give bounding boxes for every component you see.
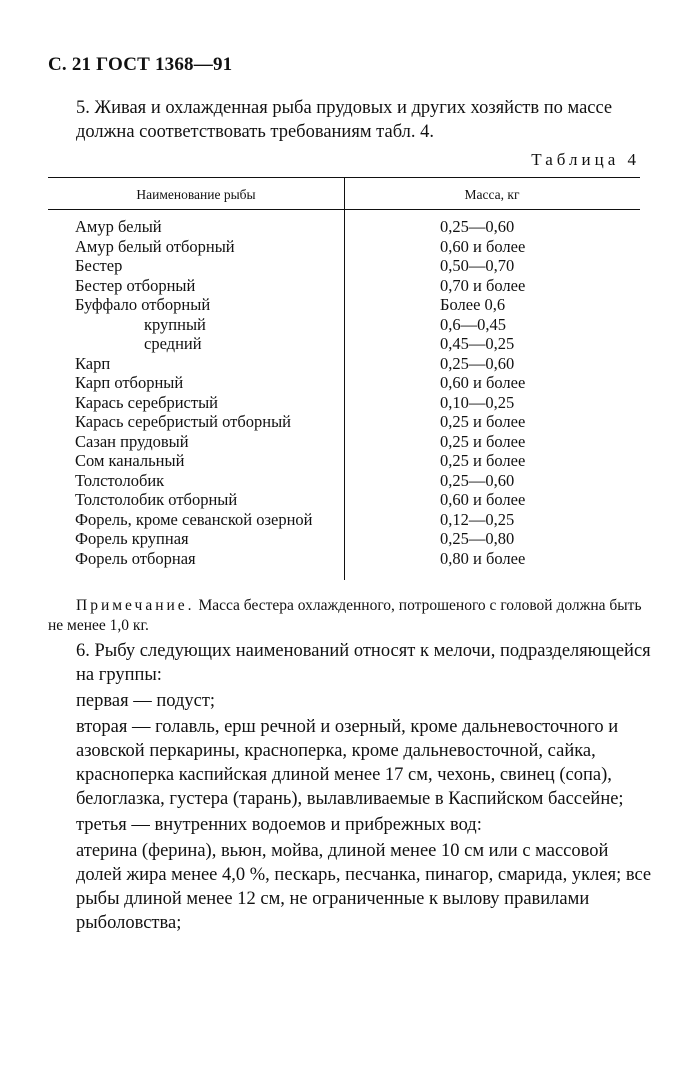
fish-mass: Более 0,6 xyxy=(440,295,506,314)
paragraph-5-text: 5. Живая и охлажденная рыба прудовых и других хозяйств по массе должна соответствовать требованиям табл. 4. xyxy=(76,98,613,142)
fish-name: средний xyxy=(144,334,202,353)
fish-mass: 0,60 и более xyxy=(440,236,526,256)
fish-name: Карп отборный xyxy=(75,373,184,392)
fish-name: Толстолобик отборный xyxy=(75,490,238,509)
fish-name: Карп xyxy=(75,353,111,373)
table-row xyxy=(48,412,640,432)
fish-name: Карась серебристый xyxy=(75,392,219,412)
table-row xyxy=(48,393,640,413)
fish-mass: 0,25—0,60 xyxy=(440,217,515,236)
table-row xyxy=(48,373,640,393)
fish-mass: 0,80 и более xyxy=(440,548,526,568)
fish-mass: 0,50—0,70 xyxy=(440,256,515,275)
fish-name: крупный xyxy=(144,314,206,334)
table-row xyxy=(48,315,640,335)
fish-mass: 0,6—0,45 xyxy=(440,314,506,334)
table-row xyxy=(48,451,640,471)
fish-mass: 0,25—0,80 xyxy=(440,529,515,548)
fish-name: Форель, кроме севанской озерной xyxy=(75,509,313,529)
group-third-list: атерина (ферина), вьюн, мойва, длиной менее 10 см или с массовой долей жира менее 4,0 %, пескарь, песчанка, пинагор, смарида, уклея; все рыбы длиной менее 12 см, не ограниченные к вылову правилами рыболовства; xyxy=(76,841,652,933)
group-third: третья — внутренних водоемов и прибрежных вод: xyxy=(76,815,482,835)
table-body xyxy=(48,217,640,568)
fish-name: Бестер отборный xyxy=(75,275,196,295)
page-header: С. 21 ГОСТ 1368—91 xyxy=(48,54,233,75)
note-text: Масса бестера охлажденного, потрошеного с головой должна быть не менее 1,0 кг. xyxy=(48,597,642,634)
table-row xyxy=(48,354,640,374)
paragraph-6 xyxy=(48,639,652,937)
fish-name: Амур белый xyxy=(75,217,162,236)
fish-mass: 0,10—0,25 xyxy=(440,392,515,412)
fish-mass: 0,12—0,25 xyxy=(440,509,515,529)
group-second: вторая — голавль, ерш речной и озерный, кроме дальневосточного и азовской перкарины, красноперка, кроме дальневосточной, сайка, красноперка каспийская длиной менее 17 см, чехонь, свинец (сопа), белоглазка, густера (тарань), вылавливаемые в Каспийском бассейне; xyxy=(76,717,624,809)
fish-mass: 0,25 и более xyxy=(440,431,526,451)
fish-name: Амур белый отборный xyxy=(75,236,235,256)
fish-name: Сом канальный xyxy=(75,451,185,470)
fish-mass: 0,60 и более xyxy=(440,373,526,392)
table-title: Таблица 4 xyxy=(531,150,640,169)
column-header-mass: Масса, кг xyxy=(464,187,520,202)
table-row xyxy=(48,334,640,354)
paragraph-6-intro: 6. Рыбу следующих наименований относят к мелочи, подразделяющейся на группы: xyxy=(76,641,651,685)
fish-mass: 0,45—0,25 xyxy=(440,334,515,353)
table-row xyxy=(48,549,640,569)
fish-name: Бестер xyxy=(75,256,123,275)
group-first: первая — подуст; xyxy=(76,691,216,711)
fish-name: Толстолобик xyxy=(75,470,165,490)
fish-name: Форель крупная xyxy=(75,529,189,548)
fish-mass-table xyxy=(48,177,640,582)
table-row xyxy=(48,276,640,296)
table-row xyxy=(48,471,640,491)
table-row xyxy=(48,237,640,257)
note-label: Примечание. xyxy=(76,597,195,614)
fish-name: Буффало отборный xyxy=(75,295,211,314)
table-row xyxy=(48,529,640,549)
fish-name: Сазан прудовый xyxy=(75,431,189,451)
table-row xyxy=(48,510,640,530)
fish-mass: 0,25 и более xyxy=(440,412,526,431)
table-row xyxy=(48,432,640,452)
table-note xyxy=(48,596,652,636)
table-row xyxy=(48,217,640,237)
table-row xyxy=(48,295,640,315)
fish-name: Карась серебристый отборный xyxy=(75,412,292,431)
fish-mass: 0,70 и более xyxy=(440,275,526,295)
fish-mass: 0,25—0,60 xyxy=(440,470,515,490)
fish-mass: 0,25 и более xyxy=(440,451,526,470)
fish-mass: 0,60 и более xyxy=(440,490,526,509)
paragraph-5 xyxy=(48,96,652,144)
table-row xyxy=(48,256,640,276)
fish-name: Форель отборная xyxy=(75,548,196,568)
fish-mass: 0,25—0,60 xyxy=(440,353,515,373)
table-row xyxy=(48,490,640,510)
column-header-name: Наименование рыбы xyxy=(136,187,256,202)
